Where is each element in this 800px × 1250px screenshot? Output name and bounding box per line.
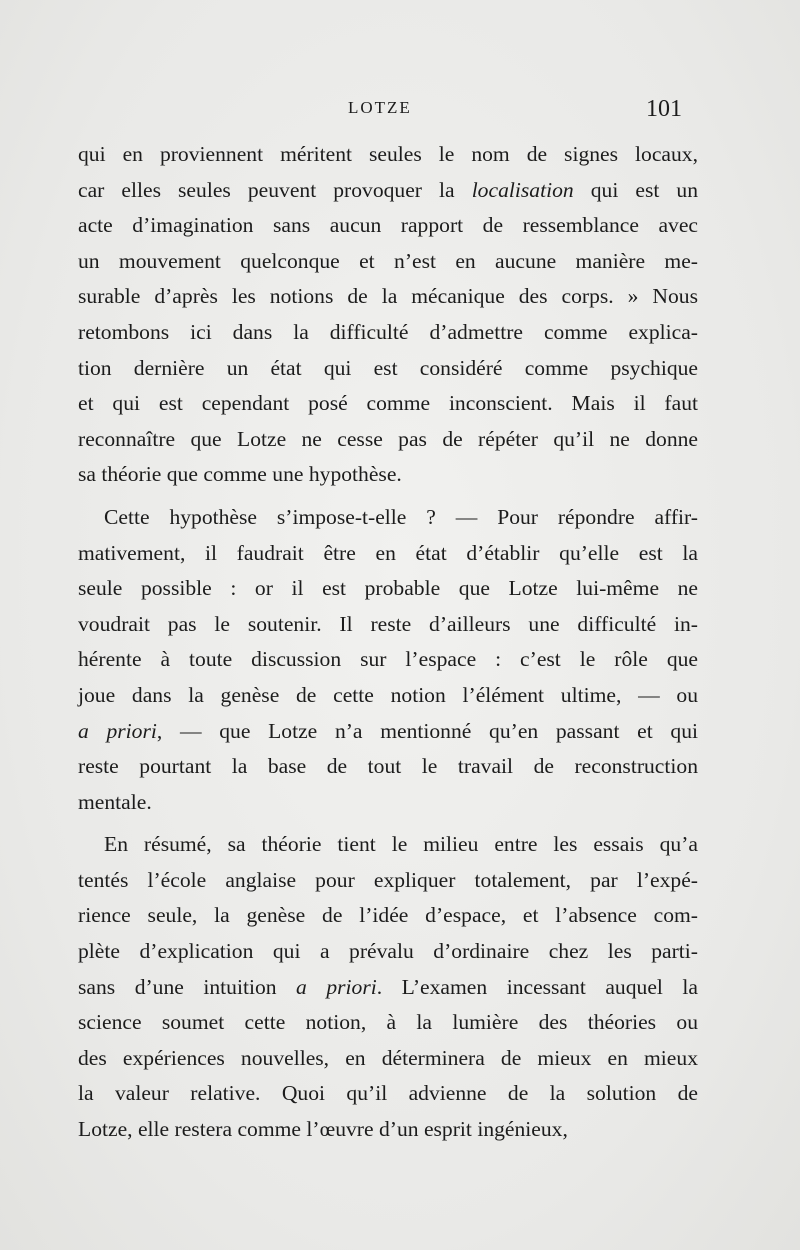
text-line xyxy=(78,244,698,280)
text-line xyxy=(78,642,698,678)
text-line xyxy=(78,714,698,750)
text-line xyxy=(78,607,698,643)
text-segment: sa théorie que comme une hypothèse. xyxy=(78,462,402,487)
text-segment: seule possible : or il est probable que Lotze lui-même ne xyxy=(78,576,698,601)
text-segment: joue dans la genèse de cette notion l’élément ultime, — ou xyxy=(78,682,698,707)
text-line xyxy=(78,1041,698,1077)
text-segment: tion dernière un état qui est considéré comme psychique xyxy=(78,355,698,380)
text-line xyxy=(78,863,698,899)
text-segment: car elles seules peuvent provoquer la xyxy=(78,177,472,202)
text-segment: des expériences nouvelles, en déterminera de mieux en mieux xyxy=(78,1045,698,1070)
text-segment: voudrait pas le soutenir. Il reste d’ailleurs une difficulté in- xyxy=(78,611,698,636)
text-segment: . L’examen incessant auquel la xyxy=(376,974,698,999)
text-line xyxy=(78,785,698,821)
text-line xyxy=(78,1005,698,1041)
text-segment: acte d’imagination sans aucun rapport de ressemblance avec xyxy=(78,213,698,238)
running-head: LOTZE xyxy=(348,98,412,117)
text-line xyxy=(78,571,698,607)
text-segment: En résumé, sa théorie tient le milieu entre les essais qu’a xyxy=(104,832,698,857)
text-segment: mentale. xyxy=(78,789,152,814)
text-segment: tentés l’école anglaise pour expliquer totalement, par l’expé- xyxy=(78,867,698,892)
paragraph-gap xyxy=(78,493,698,500)
italic-text: localisation xyxy=(471,177,574,202)
text-segment: retombons ici dans la difficulté d’admettre comme explica- xyxy=(78,319,698,344)
page-header xyxy=(0,96,800,126)
text-segment: rience seule, la genèse de l’idée d’espace, et l’absence com- xyxy=(78,903,698,928)
text-line xyxy=(78,386,698,422)
text-line xyxy=(78,934,698,970)
text-segment: plète d’explication qui a prévalu d’ordinaire chez les parti- xyxy=(78,939,698,964)
text-line xyxy=(78,749,698,785)
paragraph xyxy=(78,500,698,820)
text-line xyxy=(78,898,698,934)
paragraph-gap xyxy=(78,820,698,827)
text-segment: qui en proviennent méritent seules le nom de signes locaux, xyxy=(78,142,698,166)
text-line xyxy=(78,1076,698,1112)
text-segment: Cette hypothèse s’impose-t-elle ? — Pour répondre affir- xyxy=(104,504,698,529)
text-segment: reste pourtant la base de tout le travail de reconstruction xyxy=(78,754,698,779)
text-segment: science soumet cette notion, à la lumière des théories ou xyxy=(78,1010,698,1035)
text-segment: un mouvement quelconque et n’est en aucune manière me- xyxy=(78,248,698,273)
italic-text: a priori xyxy=(296,974,377,999)
text-line xyxy=(78,457,698,493)
text-line xyxy=(78,500,698,536)
text-segment: surable d’après les notions de la mécanique des corps. » Nous xyxy=(78,284,698,309)
paragraph xyxy=(78,827,698,1147)
body-text xyxy=(78,137,698,1148)
text-segment: hérente à toute discussion sur l’espace : c’est le rôle que xyxy=(78,647,698,672)
text-segment: sans d’une intuition xyxy=(78,974,297,999)
text-line xyxy=(78,351,698,387)
text-line xyxy=(78,827,698,863)
text-line xyxy=(78,422,698,458)
text-segment: la valeur relative. Quoi qu’il advienne de la solution de xyxy=(78,1081,698,1106)
text-line xyxy=(78,208,698,244)
text-line xyxy=(78,970,698,1006)
text-segment: et qui est cependant posé comme inconscient. Mais il faut xyxy=(78,391,698,416)
paragraph xyxy=(78,137,698,493)
text-segment: qui est un xyxy=(573,177,698,202)
text-line xyxy=(78,137,698,173)
text-line xyxy=(78,536,698,572)
text-line xyxy=(78,678,698,714)
text-segment: mativement, il faudrait être en état d’établir qu’elle est la xyxy=(78,540,698,565)
text-segment: reconnaître que Lotze ne cesse pas de répéter qu’il ne donne xyxy=(78,426,698,451)
text-segment: Lotze, elle restera comme l’œuvre d’un esprit ingénieux, xyxy=(78,1117,568,1142)
page-number: 101 xyxy=(646,96,682,122)
italic-text: a priori xyxy=(78,718,157,743)
text-segment: , — que Lotze n’a mentionné qu’en passant et qui xyxy=(156,718,698,743)
text-line xyxy=(78,279,698,315)
text-line xyxy=(78,315,698,351)
text-line xyxy=(78,173,698,209)
text-line xyxy=(78,1112,698,1148)
